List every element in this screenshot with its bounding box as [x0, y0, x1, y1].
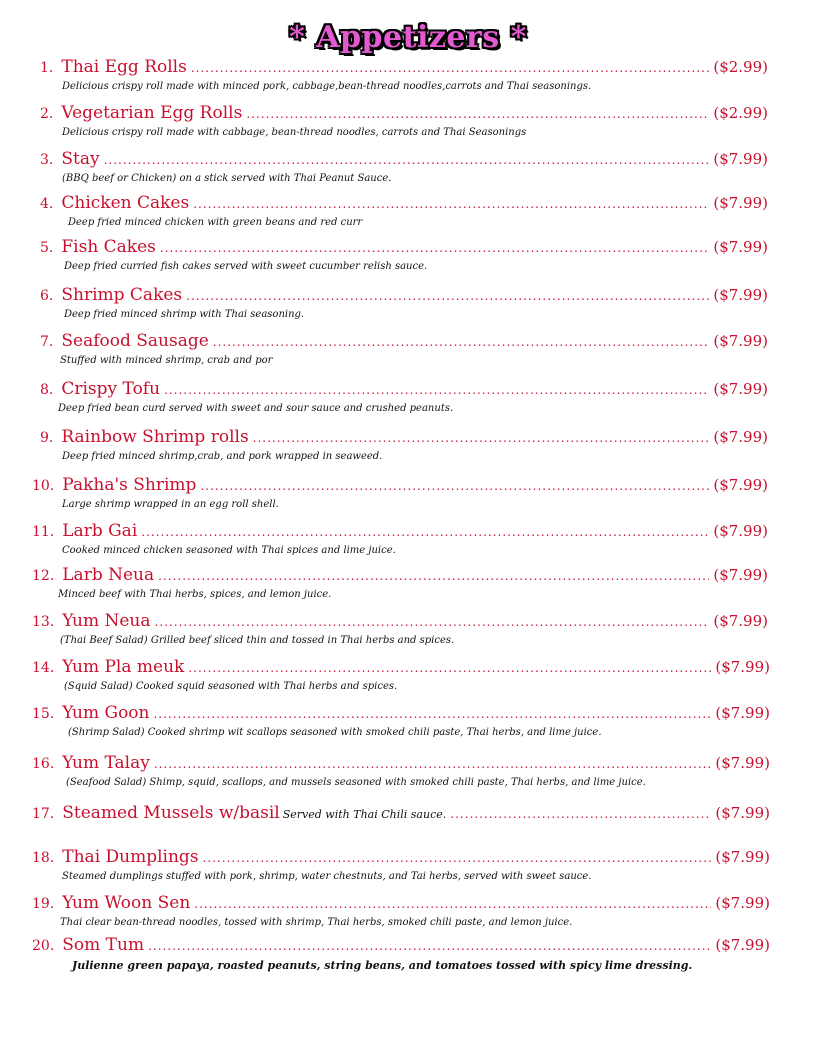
- item-number: 3.: [40, 152, 54, 168]
- item-description: Deep fried minced chicken with green beans and red curr: [68, 217, 363, 228]
- item-price: ($7.99): [715, 894, 770, 912]
- item-price: ($7.99): [713, 332, 768, 350]
- menu-item-line: [40, 57, 768, 79]
- item-inline-description: Served with Thai Chili sauce.: [282, 808, 447, 821]
- item-number: 17.: [32, 806, 55, 822]
- item-price: ($7.99): [715, 704, 770, 722]
- menu-item-line: [32, 611, 768, 633]
- item-description: Stuffed with minced shrimp, crab and por: [60, 355, 273, 366]
- item-number: 2.: [40, 106, 54, 122]
- item-name: Yum Neua: [62, 611, 151, 631]
- item-name: Yum Pla meuk: [62, 657, 185, 677]
- menu-item-line: [32, 475, 768, 497]
- item-name: Steamed Mussels w/basil: [62, 803, 280, 823]
- item-number: 20.: [32, 938, 55, 954]
- menu-item-line: [40, 427, 768, 449]
- item-price: ($2.99): [713, 104, 768, 122]
- dot-leader: [153, 707, 711, 721]
- item-description: Deep fried curried fish cakes served with sweet cucumber relish sauce.: [64, 261, 428, 272]
- item-name: Yum Goon: [62, 703, 150, 723]
- item-description: (Squid Salad) Cooked squid seasoned with Thai herbs and spices.: [64, 681, 398, 692]
- menu-item-line: [32, 893, 770, 915]
- item-price: ($7.99): [713, 566, 768, 584]
- item-price: ($7.99): [713, 150, 768, 168]
- title-area: [0, 20, 816, 55]
- dot-leader: [450, 807, 711, 821]
- item-price: ($7.99): [713, 238, 768, 256]
- dot-leader: [158, 569, 709, 583]
- item-name: Yum Woon Sen: [62, 893, 191, 913]
- item-number: 13.: [32, 614, 55, 630]
- item-description: Deep fried minced shrimp with Thai seasoning.: [64, 309, 305, 320]
- dot-leader: [164, 383, 709, 397]
- menu-item-line: [32, 703, 770, 725]
- item-description: Large shrimp wrapped in an egg roll shell.: [62, 499, 279, 510]
- menu-item-line: [32, 657, 770, 679]
- menu-item-line: [40, 193, 768, 215]
- item-price: ($7.99): [715, 804, 770, 822]
- dot-leader: [203, 851, 712, 865]
- item-number: 12.: [32, 568, 55, 584]
- item-number: 14.: [32, 660, 55, 676]
- dot-leader: [141, 525, 709, 539]
- item-price: ($7.99): [713, 194, 768, 212]
- item-name: Chicken Cakes: [61, 193, 190, 213]
- dot-leader: [148, 939, 711, 953]
- item-name: Seafood Sausage: [61, 331, 209, 351]
- item-price: ($7.99): [713, 380, 768, 398]
- item-number: 5.: [40, 240, 54, 256]
- item-name: Rainbow Shrimp rolls: [61, 427, 249, 447]
- dot-leader: [154, 757, 712, 771]
- item-description: Deep fried minced shrimp,crab, and pork wrapped in seaweed.: [62, 451, 383, 462]
- item-name: Fish Cakes: [61, 237, 156, 257]
- item-name: Thai Egg Rolls: [61, 57, 187, 77]
- item-name: Larb Gai: [62, 521, 138, 541]
- menu-item-line: [32, 565, 768, 587]
- item-description: Minced beef with Thai herbs, spices, and lemon juice.: [58, 589, 332, 600]
- menu-item-line: [40, 331, 768, 353]
- item-description: (Shrimp Salad) Cooked shrimp wit scallops seasoned with smoked chili paste, Thai herbs, and lime juice.: [68, 727, 602, 738]
- dot-leader: [200, 479, 709, 493]
- item-price: ($7.99): [715, 936, 770, 954]
- item-name: Yum Talay: [62, 753, 150, 773]
- dot-leader: [186, 289, 709, 303]
- item-number: 1.: [40, 60, 54, 76]
- item-number: 10.: [32, 478, 55, 494]
- item-description: Steamed dumplings stuffed with pork, shrimp, water chestnuts, and Tai herbs, served with sweet sauce.: [62, 871, 592, 882]
- item-description: (Thai Beef Salad) Grilled beef sliced thin and tossed in Thai herbs and spices.: [60, 635, 455, 646]
- item-number: 18.: [32, 850, 55, 866]
- menu-item-line: [40, 237, 768, 259]
- dot-leader: [213, 335, 710, 349]
- item-name: Som Tum: [62, 935, 145, 955]
- menu-item-line: [32, 521, 768, 543]
- item-number: 8.: [40, 382, 54, 398]
- menu-item-line: [40, 379, 768, 401]
- item-description: Delicious crispy roll made with cabbage, bean-thread noodles, carrots and Thai Seasonings: [62, 127, 527, 138]
- item-price: ($7.99): [715, 754, 770, 772]
- menu-item-line: [40, 103, 768, 125]
- item-price: ($7.99): [715, 848, 770, 866]
- dot-leader: [188, 661, 711, 675]
- menu-title: * Appetizers *: [289, 20, 527, 55]
- dot-leader: [155, 615, 710, 629]
- dot-leader: [246, 107, 709, 121]
- dot-leader: [191, 61, 710, 75]
- menu-item-line: [32, 935, 770, 957]
- item-description: Julienne green papaya, roasted peanuts, string beans, and tomatoes tossed with spicy lime dressing.: [72, 959, 693, 972]
- item-number: 11.: [32, 524, 55, 540]
- item-number: 15.: [32, 706, 55, 722]
- item-name: Crispy Tofu: [61, 379, 161, 399]
- item-name: Larb Neua: [62, 565, 155, 585]
- menu-item-line: [40, 149, 768, 171]
- item-description: Cooked minced chicken seasoned with Thai spices and lime juice.: [62, 545, 396, 556]
- item-name: Thai Dumplings: [62, 847, 199, 867]
- menu-item-line: [32, 847, 770, 869]
- menu-item-line: [32, 803, 770, 825]
- item-number: 16.: [32, 756, 55, 772]
- dot-leader: [160, 241, 709, 255]
- item-name: Vegetarian Egg Rolls: [61, 103, 243, 123]
- item-name: Pakha's Shrimp: [62, 475, 197, 495]
- item-name: Stay: [61, 149, 100, 169]
- item-price: ($7.99): [713, 612, 768, 630]
- item-name: Shrimp Cakes: [61, 285, 183, 305]
- item-number: 4.: [40, 196, 54, 212]
- item-number: 9.: [40, 430, 54, 446]
- item-price: ($7.99): [713, 286, 768, 304]
- item-price: ($7.99): [715, 658, 770, 676]
- item-number: 7.: [40, 334, 54, 350]
- dot-leader: [253, 431, 710, 445]
- item-number: 19.: [32, 896, 55, 912]
- item-number: 6.: [40, 288, 54, 304]
- item-price: ($2.99): [713, 58, 768, 76]
- item-price: ($7.99): [713, 476, 768, 494]
- item-description: (BBQ beef or Chicken) on a stick served with Thai Peanut Sauce.: [62, 173, 392, 184]
- item-description: Deep fried bean curd served with sweet and sour sauce and crushed peanuts.: [58, 403, 454, 414]
- dot-leader: [194, 897, 711, 911]
- dot-leader: [104, 153, 710, 167]
- menu-item-line: [40, 285, 768, 307]
- item-price: ($7.99): [713, 522, 768, 540]
- menu-item-line: [32, 753, 770, 775]
- item-price: ($7.99): [713, 428, 768, 446]
- item-description: Delicious crispy roll made with minced pork, cabbage,bean-thread noodles,carrots and Thai seasonings.: [62, 81, 592, 92]
- item-description: (Seafood Salad) Shimp, squid, scallops, and mussels seasoned with smoked chili paste, Thai herbs, and lime juice.: [66, 777, 646, 788]
- item-description: Thai clear bean-thread noodles, tossed with shrimp, Thai herbs, smoked chili paste, and lemon juice.: [60, 917, 573, 928]
- dot-leader: [193, 197, 709, 211]
